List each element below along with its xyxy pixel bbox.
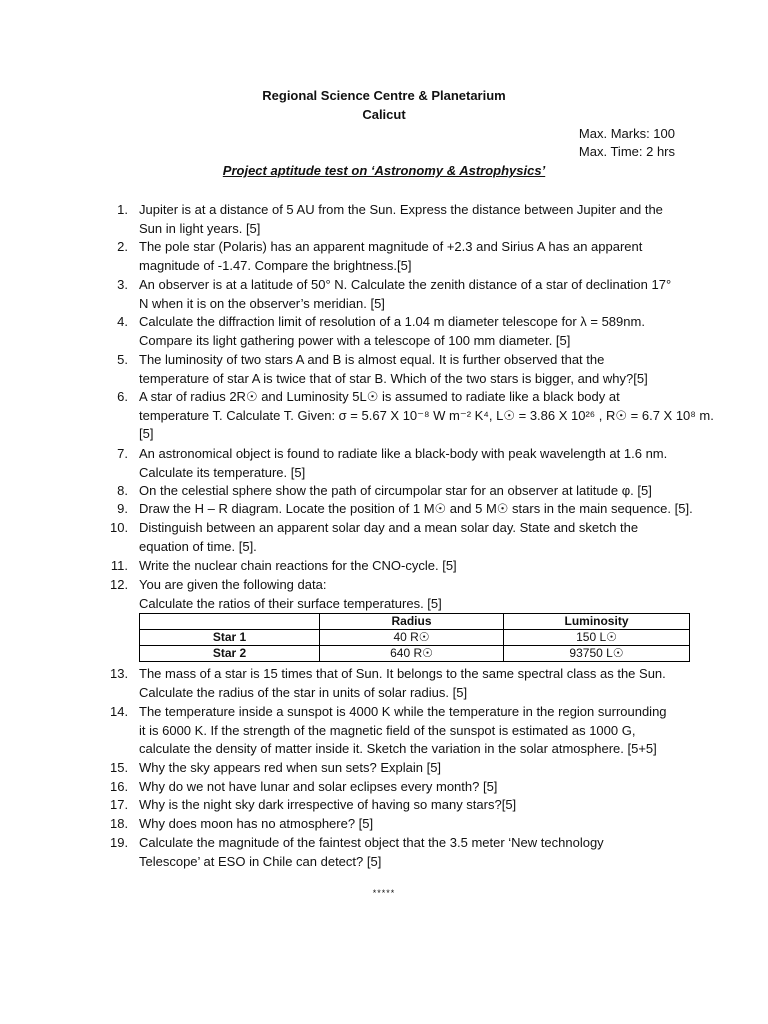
- question-line: Jupiter is at a distance of 5 AU from the Sun. Express the distance between Jupiter and the: [139, 202, 663, 217]
- question-text: [139, 238, 684, 275]
- question-line: temperature T. Calculate T. Given: σ = 5.67 X 10⁻⁸ W m⁻² K⁴, L☉ = 3.86 X 10²⁶ , R☉ = 6.7 X 10⁸ m.: [139, 407, 714, 423]
- question-line: N when it is on the observer’s meridian. [5]: [139, 295, 385, 311]
- question-number: 14.: [110, 704, 129, 719]
- question-number: 6.: [117, 389, 128, 404]
- question-text: [139, 778, 684, 797]
- question-line: An astronomical object is found to radiate like a black-body with peak wavelength at 1.6 nm.: [139, 446, 668, 461]
- question-number: 18.: [110, 816, 129, 831]
- table-cell: 150 L☉: [504, 630, 690, 646]
- question-number: 7.: [117, 446, 128, 461]
- table-cell: Star 2: [140, 646, 320, 662]
- table-cell: Star 1: [140, 630, 320, 646]
- question-line: magnitude of -1.47. Compare the brightness.[5]: [139, 257, 412, 273]
- question-number: 8.: [117, 483, 128, 498]
- question-number: 16.: [110, 779, 129, 794]
- question-number: 10.: [110, 520, 129, 535]
- question-number: 12.: [110, 577, 129, 592]
- question-number: 3.: [117, 277, 128, 292]
- question-text: [139, 796, 684, 815]
- question-number: 11.: [110, 558, 128, 573]
- table-header-cell: [140, 614, 320, 630]
- question-text: [139, 576, 684, 613]
- question-line: Why does moon has no atmosphere? [5]: [139, 816, 374, 831]
- question-text: [139, 519, 684, 556]
- question-number: 4.: [117, 314, 128, 329]
- question-line: it is 6000 K. If the strength of the magnetic field of the sunspot is estimated as 1000 G,: [139, 722, 636, 738]
- question-text: [139, 665, 684, 702]
- question-line: Draw the H – R diagram. Locate the position of 1 M☉ and 5 M☉ stars in the main sequence. [5].: [139, 501, 693, 516]
- question-text: [139, 313, 684, 350]
- question-text: [139, 834, 684, 871]
- question-line: Calculate the ratios of their surface temperatures. [5]: [139, 595, 442, 611]
- table-cell: 640 R☉: [320, 646, 504, 662]
- question-line: [5]: [139, 426, 154, 442]
- question-text: [139, 557, 684, 576]
- question-line: calculate the density of matter inside it. Sketch the variation in the solar atmosphere. [5+5]: [139, 741, 657, 757]
- question-text: [139, 445, 684, 482]
- table-header-cell: Luminosity: [504, 614, 690, 630]
- question-line: Calculate the diffraction limit of resolution of a 1.04 m diameter telescope for λ = 589nm.: [139, 314, 645, 329]
- star-data-table: [139, 613, 690, 662]
- question-line: Why the sky appears red when sun sets? Explain [5]: [139, 760, 442, 775]
- question-text: [139, 201, 684, 238]
- table-row: [140, 646, 690, 662]
- question-line: The pole star (Polaris) has an apparent magnitude of +2.3 and Sirius A has an apparent: [139, 239, 643, 254]
- question-number: 5.: [117, 352, 128, 367]
- table-header-cell: Radius: [320, 614, 504, 630]
- question-text: [139, 276, 684, 313]
- question-line: Telescope’ at ESO in Chile can detect? [5]: [139, 853, 382, 869]
- question-number: 15.: [110, 760, 129, 775]
- question-line: Calculate the magnitude of the faintest object that the 3.5 meter ‘New technology: [139, 835, 604, 850]
- question-text: [139, 759, 684, 778]
- question-number: 9.: [117, 501, 128, 516]
- end-marker: *****: [372, 888, 396, 898]
- question-number: 17.: [110, 797, 129, 812]
- question-line: The luminosity of two stars A and B is almost equal. It is further observed that the: [139, 352, 605, 367]
- test-title: Project aptitude test on ‘Astronomy & Astrophysics’: [222, 163, 546, 178]
- question-text: [139, 351, 684, 388]
- table-cell: 93750 L☉: [504, 646, 690, 662]
- max-marks: Max. Marks: 100: [578, 126, 675, 141]
- question-number: 1.: [117, 202, 128, 217]
- question-line: The temperature inside a sunspot is 4000 K while the temperature in the region surrounding: [139, 704, 667, 719]
- table-cell: 40 R☉: [320, 630, 504, 646]
- org-name: Regional Science Centre & Planetarium: [262, 88, 506, 103]
- question-text: [139, 815, 684, 834]
- question-line: On the celestial sphere show the path of circumpolar star for an observer at latitude φ. [5]: [139, 483, 652, 498]
- question-line: Calculate the radius of the star in units of solar radius. [5]: [139, 684, 468, 700]
- city-name: Calicut: [362, 107, 406, 122]
- question-line: Sun in light years. [5]: [139, 220, 261, 236]
- question-line: An observer is at a latitude of 50° N. Calculate the zenith distance of a star of declination 17°: [139, 277, 672, 292]
- question-line: Calculate its temperature. [5]: [139, 464, 306, 480]
- question-number: 19.: [110, 835, 129, 850]
- question-line: Write the nuclear chain reactions for the CNO-cycle. [5]: [139, 558, 457, 573]
- question-text: [139, 500, 693, 519]
- question-line: Why is the night sky dark irrespective of having so many stars?[5]: [139, 797, 517, 812]
- question-line: Why do we not have lunar and solar eclipses every month? [5]: [139, 779, 498, 794]
- table-header-row: [140, 614, 690, 630]
- question-line: The mass of a star is 15 times that of Sun. It belongs to the same spectral class as the Sun.: [139, 666, 666, 681]
- question-text: [139, 388, 714, 444]
- table-row: [140, 630, 690, 646]
- max-time: Max. Time: 2 hrs: [578, 144, 675, 159]
- question-line: A star of radius 2R☉ and Luminosity 5L☉ is assumed to radiate like a black body at: [139, 389, 620, 404]
- question-line: temperature of star A is twice that of star B. Which of the two stars is bigger, and why?[5]: [139, 370, 648, 386]
- question-text: [139, 482, 684, 501]
- question-number: 2.: [117, 239, 128, 254]
- question-line: equation of time. [5].: [139, 538, 257, 554]
- question-number: 13.: [110, 666, 129, 681]
- question-line: Compare its light gathering power with a telescope of 100 mm diameter. [5]: [139, 332, 571, 348]
- question-text: [139, 703, 684, 759]
- question-line: You are given the following data:: [139, 577, 327, 592]
- question-line: Distinguish between an apparent solar day and a mean solar day. State and sketch the: [139, 520, 639, 535]
